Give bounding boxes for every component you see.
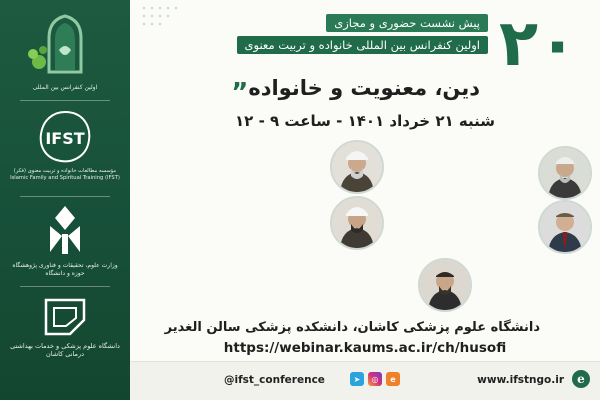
conference-logo-caption: اولین کنفرانس بین المللی xyxy=(32,84,98,91)
divider xyxy=(20,100,110,101)
speaker-photo-avatar xyxy=(538,146,592,200)
kashan-university-logo xyxy=(22,294,108,340)
ministry-logo xyxy=(22,202,108,258)
website-link[interactable]: www.ifstngo.ir xyxy=(477,374,564,386)
header-line-2: اولین کنفرانس بین المللی خانواده و تربیت معنوی xyxy=(237,36,488,54)
telegram-icon[interactable]: ➤ xyxy=(350,372,364,386)
page-title xyxy=(225,76,480,108)
conference-logo xyxy=(22,10,108,82)
speaker-photo-avatar xyxy=(418,258,472,312)
quote-mark-icon: ” xyxy=(231,78,249,108)
divider xyxy=(20,196,110,197)
instagram-icon[interactable]: ◎ xyxy=(368,372,382,386)
speaker-photo-avatar xyxy=(330,196,384,250)
ifst-letters: IFST xyxy=(45,129,85,148)
event-date: شنبه ۲۱ خرداد ۱۴۰۱ - ساعت ۹ - ۱۲ xyxy=(235,112,495,130)
session-number: ۲۰ xyxy=(498,7,578,81)
social-icons xyxy=(350,372,400,386)
dot-pattern xyxy=(140,4,200,44)
social-handle[interactable]: @ifst_conference xyxy=(224,374,325,386)
webinar-link[interactable]: https://webinar.kaums.ac.ir/ch/husofi xyxy=(223,340,507,356)
ministry-caption: وزارت علوم، تحقیقات و فناوری پژوهشگاه حوزه و دانشگاه xyxy=(12,262,118,277)
eitaa-icon[interactable]: e xyxy=(386,372,400,386)
venue-text: دانشگاه علوم پزشکی کاشان، دانشکده پزشکی سالن الغدیر xyxy=(164,320,540,335)
footer xyxy=(130,361,600,400)
divider xyxy=(20,286,110,287)
browser-icon: e xyxy=(572,370,590,388)
kashan-university-caption: دانشگاه علوم پزشکی و خدمات بهداشتی درمانی کاشان xyxy=(10,342,120,358)
speaker-photo-avatar xyxy=(330,140,384,194)
title-text: دین، معنویت و خانواده xyxy=(248,76,480,100)
speaker-photo-avatar xyxy=(538,200,592,254)
ifst-caption: مؤسسه مطالعات خانواده و تربیت معنوی (فکر) Islamic Family and Spiritual Training (IFST) xyxy=(10,168,120,181)
header-line-1: پیش نشست حضوری و مجازی xyxy=(326,14,488,32)
